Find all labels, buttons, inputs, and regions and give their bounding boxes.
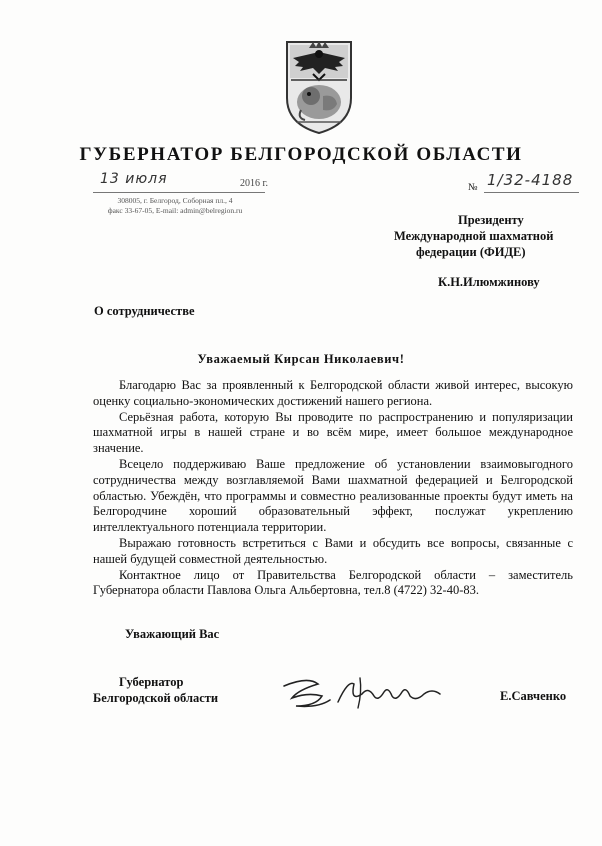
signatory-title-line: Губернатор	[119, 675, 184, 689]
handwritten-signature	[278, 672, 448, 712]
letter-body	[93, 378, 573, 599]
recipient-line: Президенту	[458, 213, 524, 227]
coat-of-arms-emblem	[283, 38, 355, 136]
body-paragraph: Выражаю готовность встретиться с Вами и обсудить все вопросы, связанные с нашей будущей совместной деятельностью.	[93, 535, 573, 566]
address-line: 308005, г. Белгород, Соборная пл., 4	[117, 196, 233, 205]
recipient-block	[394, 212, 580, 260]
closing-phrase: Уважающий Вас	[125, 627, 220, 641]
body-paragraph: Серьёзная работа, которую Вы проводите по распространению и популяризации шахматной игры в нашей стране и во всём мире, имеет большое международное значение.	[93, 409, 573, 456]
sender-address	[90, 196, 260, 216]
signatory-name: Е.Савченко	[500, 689, 567, 703]
fax-email-line: факс 33-67-05, E-mail: admin@belregion.ru	[107, 206, 243, 215]
body-paragraph: Контактное лицо от Правительства Белгородской области – заместитель Губернатора области Павлова Ольга Альбертовна, тел.8 (4722) 32-40-83.	[93, 567, 573, 598]
recipient-name: К.Н.Илюмжинову	[438, 275, 540, 289]
letter-subject: О сотрудничестве	[94, 304, 195, 318]
signatory-title-line: Белгородской области	[93, 691, 219, 705]
signatory-title	[93, 674, 233, 706]
number-label: №	[468, 182, 478, 193]
date-handwritten: 13 июля	[100, 171, 168, 187]
number-handwritten: 1/32-4188	[487, 171, 574, 189]
recipient-line: федерации (ФИДЕ)	[416, 245, 526, 259]
salutation: Уважаемый Кирсан Николаевич!	[197, 352, 405, 366]
letterhead-title: ГУБЕРНАТОР БЕЛГОРОДСКОЙ ОБЛАСТИ	[79, 144, 523, 165]
body-paragraph: Благодарю Вас за проявленный к Белгородской области живой интерес, высокую оценку социально-экономических достижений нашего региона.	[93, 378, 573, 408]
body-paragraph: Всецело поддерживаю Ваше предложение об установлении взаимовыгодного сотрудничества между возглавляемой Вами шахматной федерацией и Белгородской областью. Убеждён, что программы и совместно реализованные проекты будут иметь на Белгородчине хороший образовательный эффект, послужат укреплению интеллектуального потенциала территории.	[93, 456, 573, 535]
date-year: 2016 г.	[240, 178, 268, 189]
recipient-line: Международной шахматной	[394, 229, 554, 243]
